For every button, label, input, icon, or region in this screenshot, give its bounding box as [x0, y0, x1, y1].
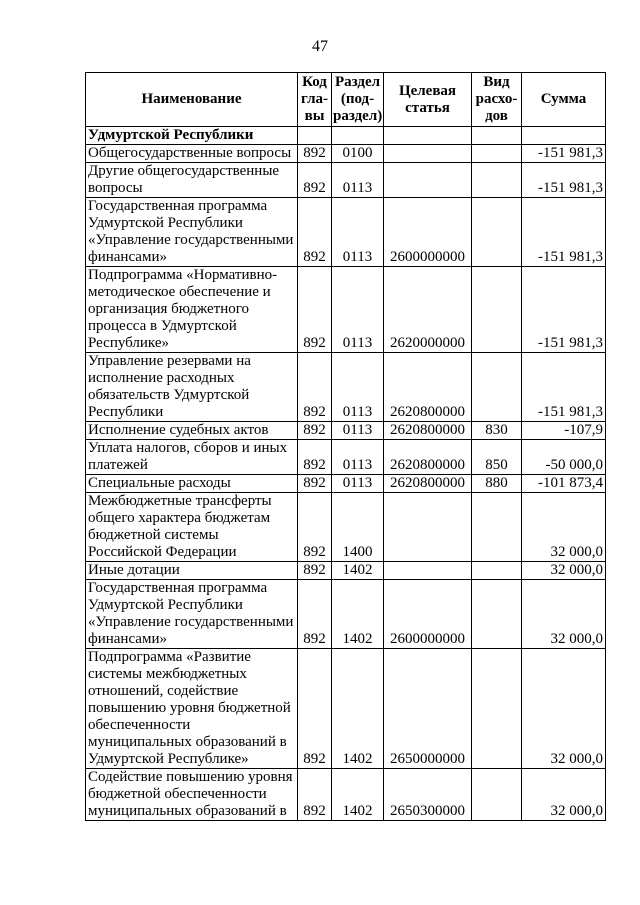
header-vid: Вид расхо- дов [472, 73, 522, 127]
cell-celevaya: 2650300000 [384, 769, 472, 821]
table-row [86, 422, 606, 440]
cell-kod: 892 [298, 422, 332, 440]
cell-summa: 32 000,0 [522, 580, 606, 649]
header-celevaya: Целевая статья [384, 73, 472, 127]
table-row [86, 475, 606, 493]
cell-razdel: 0113 [332, 440, 384, 475]
cell-summa: -107,9 [522, 422, 606, 440]
cell-name: Иные дотации [86, 562, 298, 580]
cell-name: Специальные расходы [86, 475, 298, 493]
cell-summa: 32 000,0 [522, 493, 606, 562]
cell-name: Государственная программа Удмуртской Республики «Управление государственными финансами» [86, 198, 298, 267]
table-row [86, 353, 606, 422]
cell-kod: 892 [298, 163, 332, 198]
cell-kod: 892 [298, 649, 332, 769]
table-row [86, 198, 606, 267]
cell-celevaya [384, 145, 472, 163]
cell-summa: -151 981,3 [522, 198, 606, 267]
cell-name: Управление резервами на исполнение расходных обязательств Удмуртской Республики [86, 353, 298, 422]
cell-vid [472, 562, 522, 580]
cell-kod: 892 [298, 198, 332, 267]
cell-razdel: 1402 [332, 769, 384, 821]
header-razdel: Раздел (под- раздел) [332, 73, 384, 127]
cell-razdel: 0113 [332, 353, 384, 422]
cell-celevaya [384, 562, 472, 580]
table-row [86, 769, 606, 821]
cell-kod: 892 [298, 475, 332, 493]
cell-celevaya: 2620800000 [384, 475, 472, 493]
cell-razdel: 0113 [332, 475, 384, 493]
cell-razdel: 0113 [332, 163, 384, 198]
cell-razdel: 0113 [332, 267, 384, 353]
cell-celevaya: 2620800000 [384, 440, 472, 475]
cell-celevaya: 2650000000 [384, 649, 472, 769]
table-row [86, 145, 606, 163]
cell-name: Подпрограмма «Развитие системы межбюджетных отношений, содействие повышению уровня бюджетной обеспеченности муниципальных образований в Удмуртской Республике» [86, 649, 298, 769]
cell-razdel: 1402 [332, 649, 384, 769]
cell-vid: 880 [472, 475, 522, 493]
header-kod: Код гла- вы [298, 73, 332, 127]
table-row [86, 493, 606, 562]
cell-summa: -151 981,3 [522, 353, 606, 422]
cell-vid [472, 353, 522, 422]
cell-vid [472, 580, 522, 649]
budget-table [85, 72, 606, 821]
cell-name: Исполнение судебных актов [86, 422, 298, 440]
cell-name: Подпрограмма «Нормативно-методическое обеспечение и организация бюджетного процесса в Удмуртской Республике» [86, 267, 298, 353]
cell-vid [472, 145, 522, 163]
table-header-row [86, 73, 606, 127]
table-row [86, 440, 606, 475]
cell-celevaya [384, 493, 472, 562]
cell-kod: 892 [298, 145, 332, 163]
cell-kod: 892 [298, 493, 332, 562]
cell-razdel: 0100 [332, 145, 384, 163]
header-summa: Сумма [522, 73, 606, 127]
cell-razdel: 0113 [332, 198, 384, 267]
cell-razdel: 1402 [332, 562, 384, 580]
cell-razdel: 0113 [332, 422, 384, 440]
cell-celevaya [384, 163, 472, 198]
cell-celevaya: 2600000000 [384, 580, 472, 649]
cell-celevaya: 2620800000 [384, 422, 472, 440]
cell-celevaya: 2620000000 [384, 267, 472, 353]
cell-kod: 892 [298, 353, 332, 422]
cell-summa: 32 000,0 [522, 649, 606, 769]
cell-summa: 32 000,0 [522, 562, 606, 580]
table-row [86, 562, 606, 580]
cell-name: Содействие повышению уровня бюджетной обеспеченности муниципальных образований в [86, 769, 298, 821]
cell-vid: 830 [472, 422, 522, 440]
cell-name: Государственная программа Удмуртской Республики «Управление государственными финансами» [86, 580, 298, 649]
cell-kod: 892 [298, 267, 332, 353]
table-row [86, 163, 606, 198]
cell-summa: -151 981,3 [522, 163, 606, 198]
cell-kod: 892 [298, 580, 332, 649]
cell-celevaya: 2620800000 [384, 353, 472, 422]
cell-name: Межбюджетные трансферты общего характера бюджетам бюджетной системы Российской Федерации [86, 493, 298, 562]
cell-summa: -151 981,3 [522, 267, 606, 353]
cell-razdel: 1402 [332, 580, 384, 649]
section-title: Удмуртской Республики [86, 127, 298, 145]
cell-razdel: 1400 [332, 493, 384, 562]
cell-vid [472, 769, 522, 821]
page-number: 47 [312, 38, 328, 55]
table-row [86, 649, 606, 769]
section-row [86, 127, 606, 145]
cell-vid: 850 [472, 440, 522, 475]
cell-name: Другие общегосударственные вопросы [86, 163, 298, 198]
header-name: Наименование [86, 73, 298, 127]
table-row [86, 580, 606, 649]
cell-summa: -101 873,4 [522, 475, 606, 493]
cell-vid [472, 198, 522, 267]
cell-summa: -50 000,0 [522, 440, 606, 475]
cell-kod: 892 [298, 562, 332, 580]
cell-vid [472, 649, 522, 769]
cell-kod: 892 [298, 440, 332, 475]
cell-vid [472, 163, 522, 198]
cell-vid [472, 493, 522, 562]
table-row [86, 267, 606, 353]
cell-summa: -151 981,3 [522, 145, 606, 163]
cell-summa: 32 000,0 [522, 769, 606, 821]
cell-celevaya: 2600000000 [384, 198, 472, 267]
cell-kod: 892 [298, 769, 332, 821]
cell-vid [472, 267, 522, 353]
cell-name: Уплата налогов, сборов и иных платежей [86, 440, 298, 475]
cell-name: Общегосударственные вопросы [86, 145, 298, 163]
